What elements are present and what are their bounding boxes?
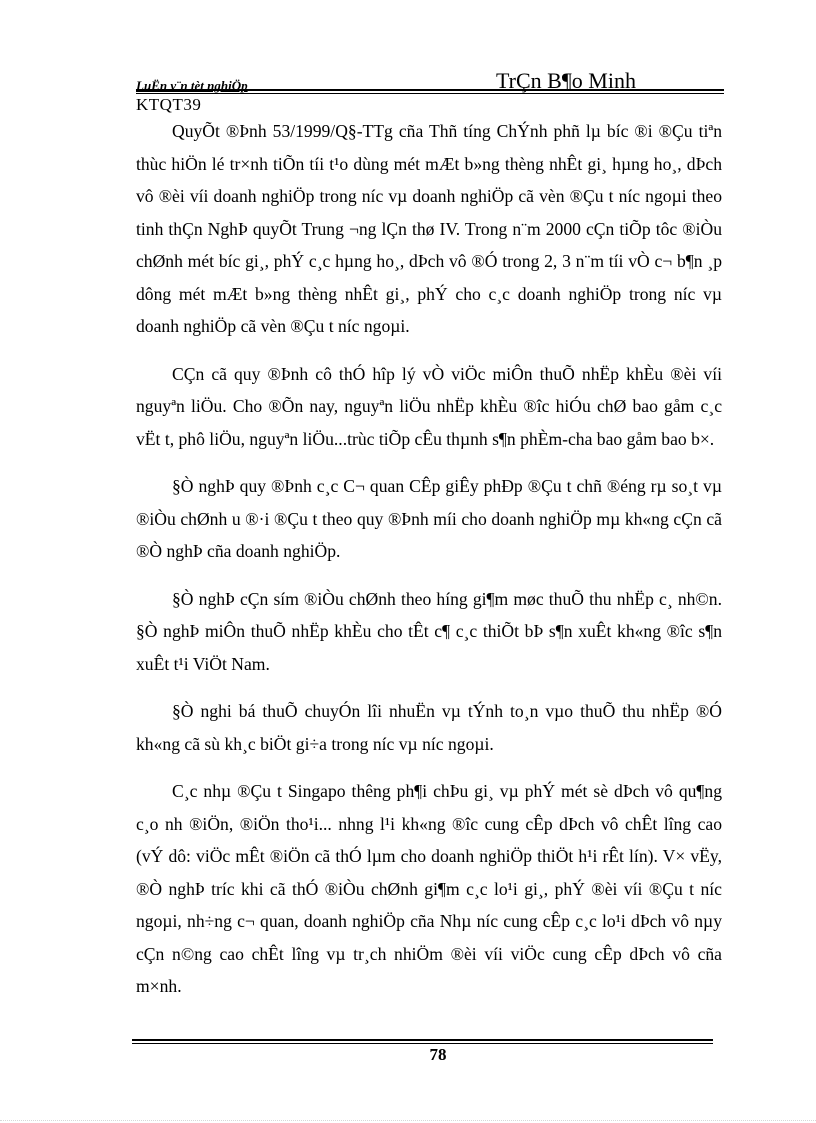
paragraph: §Ò nghÞ quy ®Þnh c¸c C¬ quan CÊp giÊy phÐp ®Çu t chñ ®éng rµ so¸t vµ ®iÒu chØnh u ®·i ®Çu t theo quy ®Þnh míi cho doanh nghiÖp mµ kh«ng cÇn cã ®Ò nghÞ cña doanh nghiÖp. bbox=[136, 476, 722, 561]
page-number: 78 bbox=[429, 1045, 447, 1064]
paragraph: CÇn cã quy ®Þnh cô thÓ hîp lý vÒ viÖc miÔn thuÕ nhËp khÈu ®èi víi nguyªn liÖu. Cho ®Õn nay, nguyªn liÖu nhËp khÈu ®îc hiÓu chØ bao gåm c¸c vËt t, phô liÖu, nguyªn liÖu...trùc tiÕp cÊu thµnh s¶n phÈm-cha bao gåm bao b×. bbox=[136, 363, 722, 449]
page-edge-dotted-line bbox=[0, 1120, 816, 1121]
header-rule bbox=[136, 89, 724, 91]
paragraph: C¸c nhµ ®Çu t Singapo thêng ph¶i chÞu gi¸ vµ phÝ mét sè dÞch vô qu¶ng c¸o nh ®iÖn, ®iÖn tho¹i... nhng l¹i kh«ng ®îc cung cÊp dÞch vô chÊt lîng cao (vÝ dô: viÖc mÊt ®iÖn cã thÓ lµm cho doanh nghiÖp thiÖt h¹i rÊt lín). V× vËy, ®Ò nghÞ tríc khi cã thÓ ®iÒu chØnh gi¶m c¸c lo¹i gi¸, phÝ ®èi víi ®Çu t níc ngoµi, nh÷ng c¬ quan, doanh nghiÖp cña Nhµ níc cung cÊp c¸c lo¹i dÞch vô nµy cÇn n©ng cao chÊt lîng vµ tr¸ch nhiÖm ®èi víi viÖc cung cÊp dÞch vô cña m×nh. bbox=[136, 781, 722, 996]
running-header-title: LuËn v¨n tèt nghiÖp bbox=[136, 78, 248, 93]
paragraph: QuyÕt ®Þnh 53/1999/Q§-TTg cña Thñ tíng ChÝnh phñ lµ bíc ®i ®Çu tiªn thùc hiÖn lé tr×nh tiÕn tíi t¹o dùng mét mÆt b»ng thèng nhÊt gi¸ hµng ho¸, dÞch vô ®èi víi doanh nghiÖp trong níc vµ doanh nghiÖp cã vèn ®Çu t níc ngoµi theo tinh thÇn NghÞ quyÕt Trung ¬ng lÇn thø IV. Trong n¨m 2000 cÇn tiÕp tôc ®iÒu chØnh mét bíc gi¸, phÝ c¸c hµng ho¸, dÞch vô ®Ó trong 2, 3 n¨m tíi vÒ c¬ b¶n ¸p dông mét mÆt b»ng thèng nhÊt gi¸, phÝ cho c¸c doanh nghiÖp trong níc vµ doanh nghiÖp cã vèn ®Çu t níc ngoµi. bbox=[136, 121, 722, 336]
running-header-author: TrÇn B¶o Minh bbox=[496, 68, 636, 93]
body-text bbox=[136, 115, 722, 1018]
paragraph: §Ò nghÞ cÇn sím ®iÒu chØnh theo híng gi¶m møc thuÕ thu nhËp c¸ nh©n. §Ò nghÞ miÔn thuÕ nhËp khÈu cho tÊt c¶ c¸c thiÕt bÞ s¶n xuÊt kh«ng ®îc s¶n xuÊt t¹i ViÖt Nam. bbox=[136, 588, 722, 674]
header-rule-thin bbox=[136, 93, 724, 94]
footer-rule bbox=[132, 1039, 713, 1041]
document-code: KTQT39 bbox=[136, 95, 202, 114]
footer-rule-thin bbox=[132, 1043, 713, 1044]
paragraph: §Ò nghi bá thuÕ chuyÓn lîi nhuËn vµ tÝnh to¸n vµo thuÕ thu nhËp ®Ó kh«ng cã sù kh¸c biÖt gi÷a trong níc vµ níc ngoµi. bbox=[136, 701, 722, 754]
